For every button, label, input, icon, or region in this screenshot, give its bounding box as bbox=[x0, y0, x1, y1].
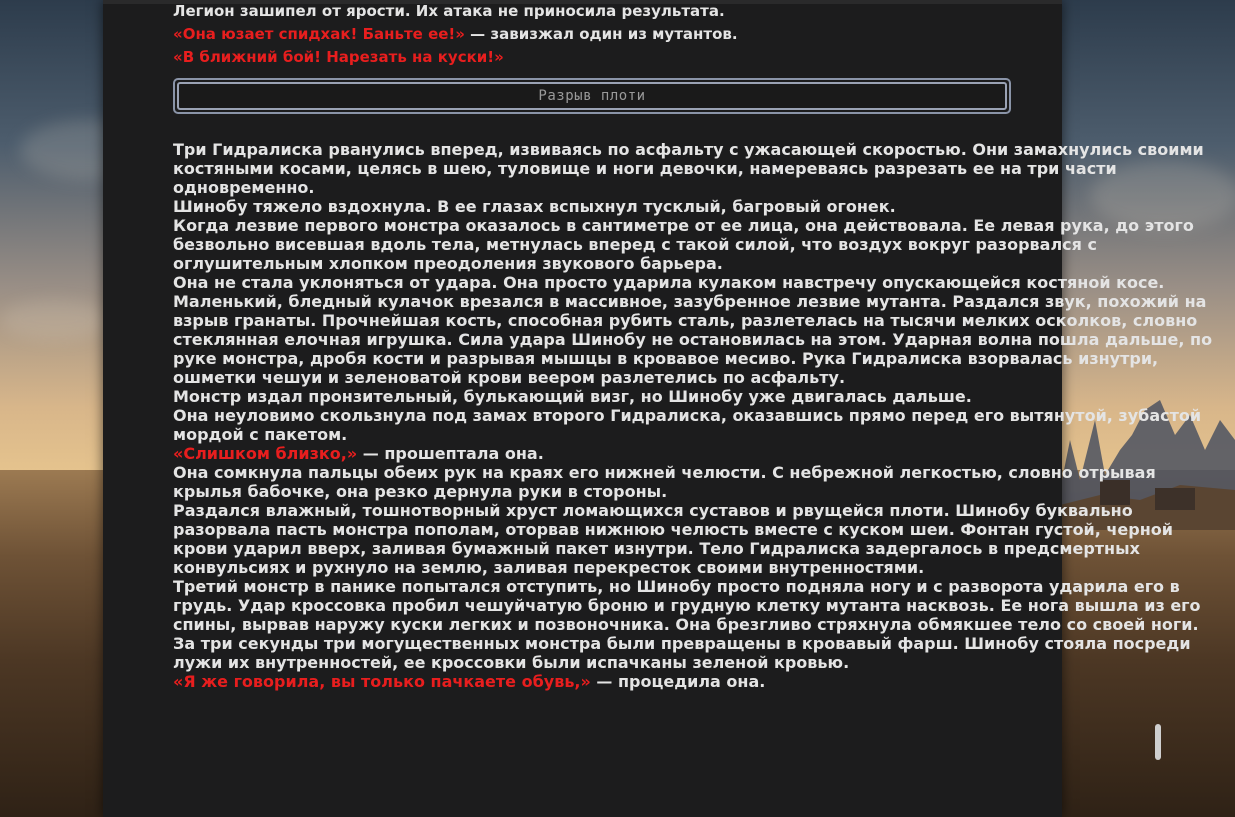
narration-text: руке монстра, дробя кости и разрывая мышцы в кровавое месиво. Рука Гидралиска взорвалась изнутри, bbox=[173, 349, 1159, 368]
scrollbar-thumb[interactable] bbox=[1155, 724, 1161, 760]
text-line bbox=[173, 311, 1198, 330]
narration-text: Три Гидралиска рванулись вперед, извиваясь по асфальту с ужасающей скоростью. Они замахнулись своими bbox=[173, 140, 1204, 159]
text-line bbox=[173, 615, 1199, 634]
text-line bbox=[173, 387, 1018, 406]
text-line bbox=[173, 178, 1018, 197]
narration-text: За три секунды три могущественных монстра были превращены в кровавый фарш. Шинобу стояла посреди bbox=[173, 634, 1191, 653]
text-line bbox=[173, 425, 1018, 444]
text-line bbox=[173, 539, 1140, 558]
reading-panel bbox=[103, 0, 1213, 817]
text-line bbox=[173, 368, 1018, 387]
text-line bbox=[173, 501, 1133, 520]
dialogue-text: «Я же говорила, вы только пачкаете обувь,» bbox=[173, 672, 591, 691]
dialogue-text: «Она юзает спидхак! Баньте ее!» bbox=[173, 25, 465, 43]
chapter-heading-box bbox=[173, 78, 1011, 114]
chapter-title: Разрыв плоти bbox=[177, 82, 1007, 110]
text-line bbox=[173, 634, 1191, 653]
text-line bbox=[173, 463, 1156, 482]
text-line bbox=[173, 235, 1097, 254]
narration-text: оглушительным хлопком преодоления звукового барьера. bbox=[173, 254, 723, 273]
text-line bbox=[173, 482, 1018, 501]
text-line bbox=[173, 273, 1165, 292]
narration-text: стеклянная елочная игрушка. Сила удара Шинобу не остановилась на этом. Ударная волна пошла дальше, по bbox=[173, 330, 1213, 349]
narration-text: Когда лезвие первого монстра оказалось в сантиметре от ее лица, она действовала. Ее левая рука, до этого bbox=[173, 216, 1194, 235]
narration-text: ошметки чешуи и зеленоватой крови веером разлетелись по асфальту. bbox=[173, 368, 846, 387]
narration-text: Маленький, бледный кулачок врезался в массивное, зазубренное лезвие мутанта. Раздался звук, похожий на bbox=[173, 292, 1207, 311]
narration-text: Легион зашипел от ярости. Их атака не приносила результата. bbox=[173, 2, 725, 20]
narration-text: Монстр издал пронзительный, булькающий визг, но Шинобу уже двигалась дальше. bbox=[173, 387, 972, 406]
narration-text: — процедила она. bbox=[590, 672, 766, 691]
text-line bbox=[173, 159, 1117, 178]
narration-text: грудь. Удар кроссовка пробил чешуйчатую броню и грудную клетку мутанта насквозь. Ее нога вышла из его bbox=[173, 596, 1201, 615]
text-line bbox=[173, 46, 1013, 69]
text-line bbox=[173, 444, 1018, 463]
narration-text: Раздался влажный, тошнотворный хруст ломающихся суставов и рвущейся плоти. Шинобу буквально bbox=[173, 501, 1133, 520]
narration-text: Она неуловимо скользнула под замах второго Гидралиска, оказавшись прямо перед его вытянутой, зубастой bbox=[173, 406, 1202, 425]
text-line bbox=[173, 140, 1204, 159]
narration-text: Она не стала уклоняться от удара. Она просто ударила кулаком навстречу опускающейся костяной косе. bbox=[173, 273, 1165, 292]
header-text-block bbox=[173, 0, 1013, 69]
narration-text: Шинобу тяжело вздохнула. В ее глазах вспыхнул тусклый, багровый огонек. bbox=[173, 197, 896, 216]
dialogue-text: «В ближний бой! Нарезать на куски!» bbox=[173, 48, 504, 66]
text-line bbox=[173, 558, 1018, 577]
text-line bbox=[173, 596, 1201, 615]
narration-text: крылья бабочке, она резко дернула руки в стороны. bbox=[173, 482, 668, 501]
narration-text: разорвала пасть монстра пополам, оторвав нижнюю челюсть вместе с куском шеи. Фонтан густой, черной bbox=[173, 520, 1173, 539]
narration-text: крови ударил вверх, заливая бумажный пакет изнутри. Тело Гидралиска задергалось в предсмертных bbox=[173, 539, 1140, 558]
text-line bbox=[173, 653, 1018, 672]
text-line bbox=[173, 254, 1018, 273]
text-line bbox=[173, 520, 1173, 539]
dialogue-text: «Слишком близко,» bbox=[173, 444, 358, 463]
text-line bbox=[173, 197, 1018, 216]
narration-text: одновременно. bbox=[173, 178, 315, 197]
text-line bbox=[173, 216, 1194, 235]
narration-text: мордой с пакетом. bbox=[173, 425, 348, 444]
narration-text: Третий монстр в панике попытался отступить, но Шинобу просто подняла ногу и с разворота ударила его в bbox=[173, 577, 1180, 596]
text-line bbox=[173, 23, 1013, 46]
narration-text: костяными косами, целясь в шею, туловище и ноги девочки, намереваясь разрезать ее на три части bbox=[173, 159, 1117, 178]
narration-text: конвульсиях и рухнуло на землю, заливая перекресток своими внутренностями. bbox=[173, 558, 925, 577]
text-line bbox=[173, 330, 1213, 349]
text-line bbox=[173, 349, 1159, 368]
narration-text: спины, вырвав наружу куски легких и позвоночника. Она брезгливо стряхнула обмякшее тело со своей ноги. bbox=[173, 615, 1199, 634]
text-line bbox=[173, 672, 1018, 691]
text-line bbox=[173, 0, 1013, 23]
narration-text: — завизжал один из мутантов. bbox=[464, 25, 738, 43]
narration-text: взрыв гранаты. Прочнейшая кость, способная рубить сталь, разлетелась на тысячи мелких осколков, словно bbox=[173, 311, 1198, 330]
narration-text: лужи их внутренностей, ее кроссовки были испачканы зеленой кровью. bbox=[173, 653, 850, 672]
narration-text: Она сомкнула пальцы обеих рук на краях его нижней челюсти. С небрежной легкостью, словно отрывая bbox=[173, 463, 1156, 482]
text-line bbox=[173, 406, 1202, 425]
background-cloud bbox=[0, 300, 110, 340]
text-line bbox=[173, 577, 1180, 596]
text-line bbox=[173, 292, 1207, 311]
narration-text: безвольно висевшая вдоль тела, метнулась вперед с такой силой, что воздух вокруг разорвался с bbox=[173, 235, 1097, 254]
narration-text: — прошептала она. bbox=[357, 444, 544, 463]
story-text-block bbox=[173, 140, 1213, 691]
